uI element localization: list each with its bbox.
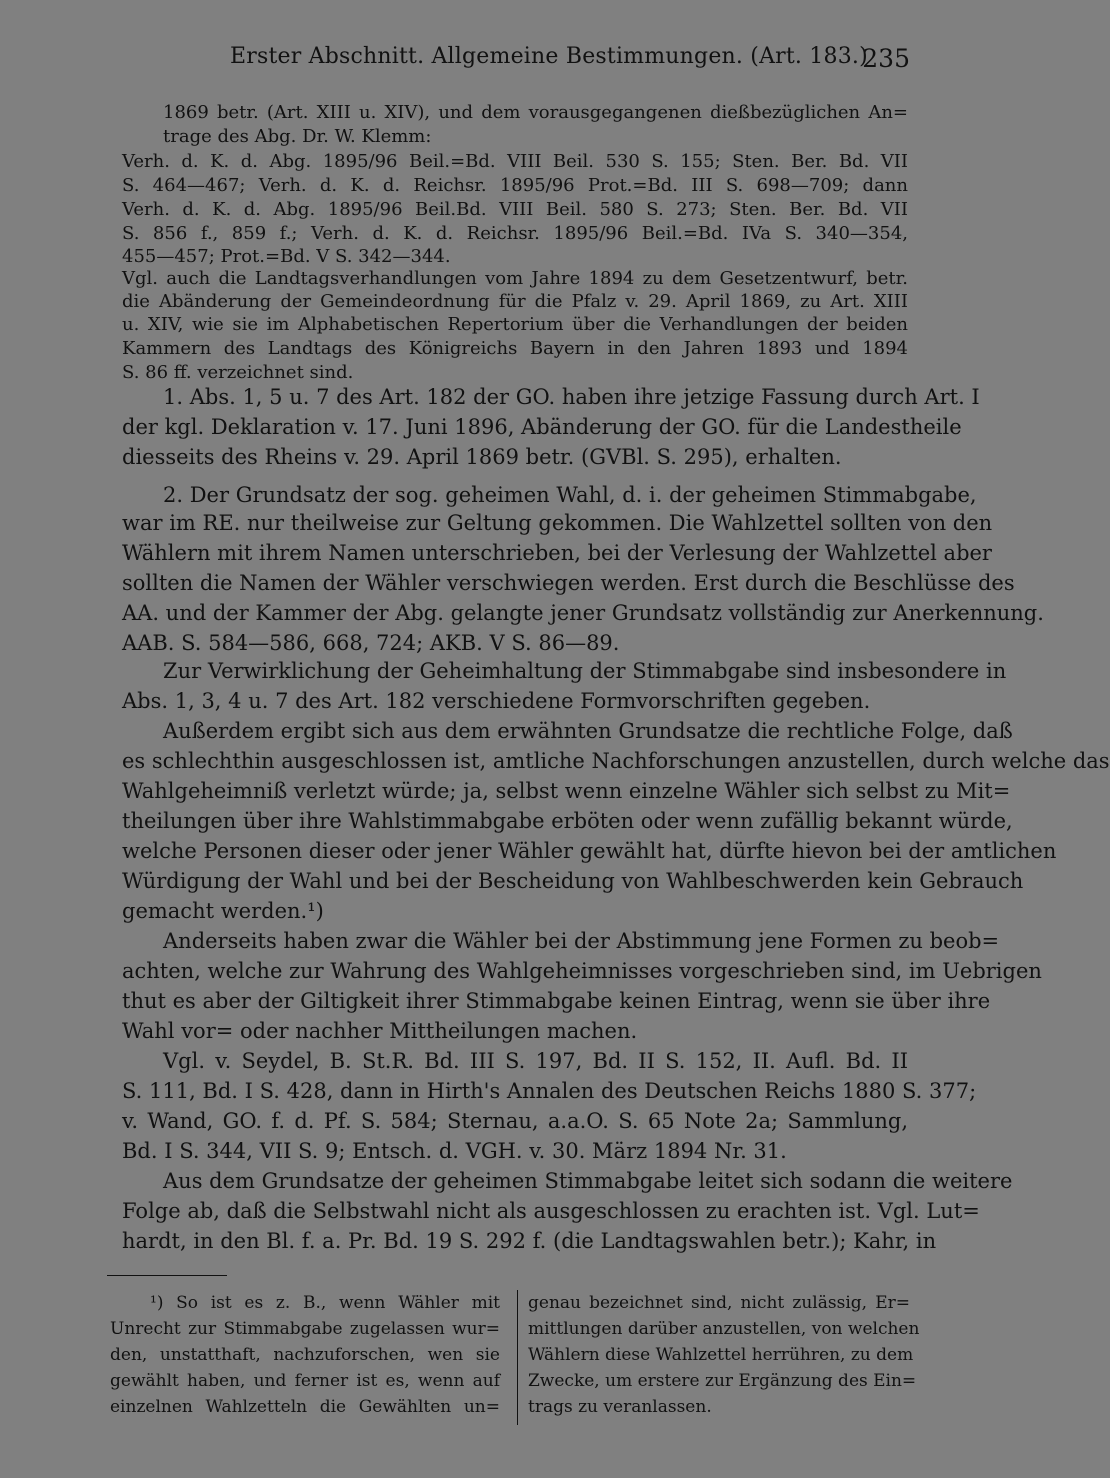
footnote-line: mittlungen darüber anzustellen, von welchen	[528, 1319, 920, 1339]
text-line: AA. und der Kammer der Abg. gelangte jener Grundsatz vollständig zur Anerkennung.	[122, 601, 1044, 625]
text-line: theilungen über ihre Wahlstimmabgabe erböten oder wenn zufällig bekannt würde,	[122, 809, 1013, 833]
text-line: war im RE. nur theilweise zur Geltung gekommen. Die Wahlzettel sollten von den	[122, 511, 993, 535]
text-line: trage des Abg. Dr. W. Klemm:	[163, 126, 432, 147]
footnote-line: Unrecht zur Stimmabgabe zugelassen wur=	[110, 1319, 500, 1339]
text-line: Bd. I S. 344, VII S. 9; Entsch. d. VGH. v. 30. März 1894 Nr. 31.	[122, 1139, 787, 1163]
text-line: S. 86 ff. verzeichnet sind.	[122, 362, 354, 383]
text-line: Vgl. auch die Landtagsverhandlungen vom Jahre 1894 zu dem Gesetzentwurf, betr.	[122, 268, 908, 289]
text-line: der kgl. Deklaration v. 17. Juni 1896, Abänderung der GO. für die Landestheile	[122, 415, 962, 439]
text-line: hardt, in den Bl. f. a. Pr. Bd. 19 S. 292 f. (die Landtagswahlen betr.); Kahr, in	[122, 1229, 937, 1253]
text-line: Wahlgeheimniß verletzt würde; ja, selbst wenn einzelne Wähler sich selbst zu Mit=	[122, 779, 1011, 803]
text-line: Verh. d. K. d. Abg. 1895/96 Beil.=Bd. VIII Beil. 530 S. 155; Sten. Ber. Bd. VII	[122, 151, 908, 172]
text-line: es schlechthin ausgeschlossen ist, amtliche Nachforschungen anzustellen, durch welche das	[122, 749, 1110, 773]
text-line: 1. Abs. 1, 5 u. 7 des Art. 182 der GO. haben ihre jetzige Fassung durch Art. I	[163, 385, 980, 409]
text-line: 2. Der Grundsatz der sog. geheimen Wahl, d. i. der geheimen Stimmabgabe,	[163, 483, 977, 507]
text-line: Vgl. v. Seydel, B. St.R. Bd. III S. 197, Bd. II S. 152, II. Aufl. Bd. II	[163, 1049, 908, 1073]
text-line: Abs. 1, 3, 4 u. 7 des Art. 182 verschiedene Formvorschriften gegeben.	[122, 689, 871, 713]
text-line: sollten die Namen der Wähler verschwiegen werden. Erst durch die Beschlüsse des	[122, 571, 1015, 595]
text-line: thut es aber der Giltigkeit ihrer Stimmabgabe keinen Eintrag, wenn sie über ihre	[122, 989, 991, 1013]
text-line: 1869 betr. (Art. XIII u. XIV), und dem vorausgegangenen dießbezüglichen An=	[163, 102, 908, 123]
text-line: Außerdem ergibt sich aus dem erwähnten Grundsatze die rechtliche Folge, daß	[163, 719, 1013, 743]
footnote-rule	[107, 1275, 227, 1276]
text-line: Kammern des Landtags des Königreichs Bayern in den Jahren 1893 und 1894	[122, 338, 908, 359]
text-line: Zur Verwirklichung der Geheimhaltung der Stimmabgabe sind insbesondere in	[163, 659, 1007, 683]
text-line: die Abänderung der Gemeindeordnung für die Pfalz v. 29. April 1869, zu Art. XIII	[122, 291, 908, 312]
text-line: Wählern mit ihrem Namen unterschrieben, bei der Verlesung der Wahlzettel aber	[122, 541, 992, 565]
footnote-line: trags zu veranlassen.	[528, 1397, 712, 1417]
text-line: achten, welche zur Wahrung des Wahlgeheimnisses vorgeschrieben sind, im Uebrigen	[122, 959, 1042, 983]
text-line: AAB. S. 584—586, 668, 724; AKB. V S. 86—89.	[122, 631, 620, 655]
text-line: Verh. d. K. d. Abg. 1895/96 Beil.Bd. VIII Beil. 580 S. 273; Sten. Ber. Bd. VII	[122, 199, 908, 220]
text-line: welche Personen dieser oder jener Wähler gewählt hat, dürfte hievon bei der amtlichen	[122, 839, 1057, 863]
text-line: Würdigung der Wahl und bei der Bescheidung von Wahlbeschwerden kein Gebrauch	[122, 869, 1024, 893]
footnote-line: einzelnen Wahlzetteln die Gewählten un=	[110, 1397, 500, 1417]
text-line: gemacht werden.¹)	[122, 899, 324, 923]
text-line: Anderseits haben zwar die Wähler bei der Abstimmung jene Formen zu beob=	[163, 929, 1000, 953]
text-line: v. Wand, GO. f. d. Pf. S. 584; Sternau, a.a.O. S. 65 Note 2a; Sammlung,	[122, 1109, 908, 1133]
footnote-line: Zwecke, um erstere zur Ergänzung des Ein=	[528, 1371, 917, 1391]
text-line: 455—457; Prot.=Bd. V S. 342—344.	[122, 246, 451, 267]
text-line: diesseits des Rheins v. 29. April 1869 betr. (GVBl. S. 295), erhalten.	[122, 445, 842, 469]
footnote-line: ¹) So ist es z. B., wenn Wähler mit	[150, 1293, 500, 1313]
footnote-line: gewählt haben, und ferner ist es, wenn auf	[110, 1371, 500, 1391]
page-number: 235	[862, 44, 910, 73]
footnote-line: Wählern diese Wahlzettel herrühren, zu dem	[528, 1345, 914, 1365]
text-line: u. XIV, wie sie im Alphabetischen Repertorium über die Verhandlungen der beiden	[122, 314, 908, 335]
text-line: Aus dem Grundsatze der geheimen Stimmabgabe leitet sich sodann die weitere	[163, 1169, 1013, 1193]
footnote-line: den, unstatthaft, nachzuforschen, wen sie	[110, 1345, 500, 1365]
text-line: Wahl vor= oder nachher Mittheilungen machen.	[122, 1019, 638, 1043]
running-header	[230, 44, 910, 84]
text-line: S. 464—467; Verh. d. K. d. Reichsr. 1895/96 Prot.=Bd. III S. 698—709; dann	[122, 175, 908, 196]
section-title: Erster Abschnitt. Allgemeine Bestimmungen. (Art. 183.)	[230, 44, 868, 69]
footnote-line: genau bezeichnet sind, nicht zulässig, Er=	[528, 1293, 910, 1313]
text-line: S. 856 f., 859 f.; Verh. d. K. d. Reichsr. 1895/96 Beil.=Bd. IVa S. 340—354,	[122, 223, 908, 244]
column-divider	[517, 1290, 518, 1425]
text-line: S. 111, Bd. I S. 428, dann in Hirth's Annalen des Deutschen Reichs 1880 S. 377;	[122, 1079, 977, 1103]
text-line: Folge ab, daß die Selbstwahl nicht als ausgeschlossen zu erachten ist. Vgl. Lut=	[122, 1199, 980, 1223]
